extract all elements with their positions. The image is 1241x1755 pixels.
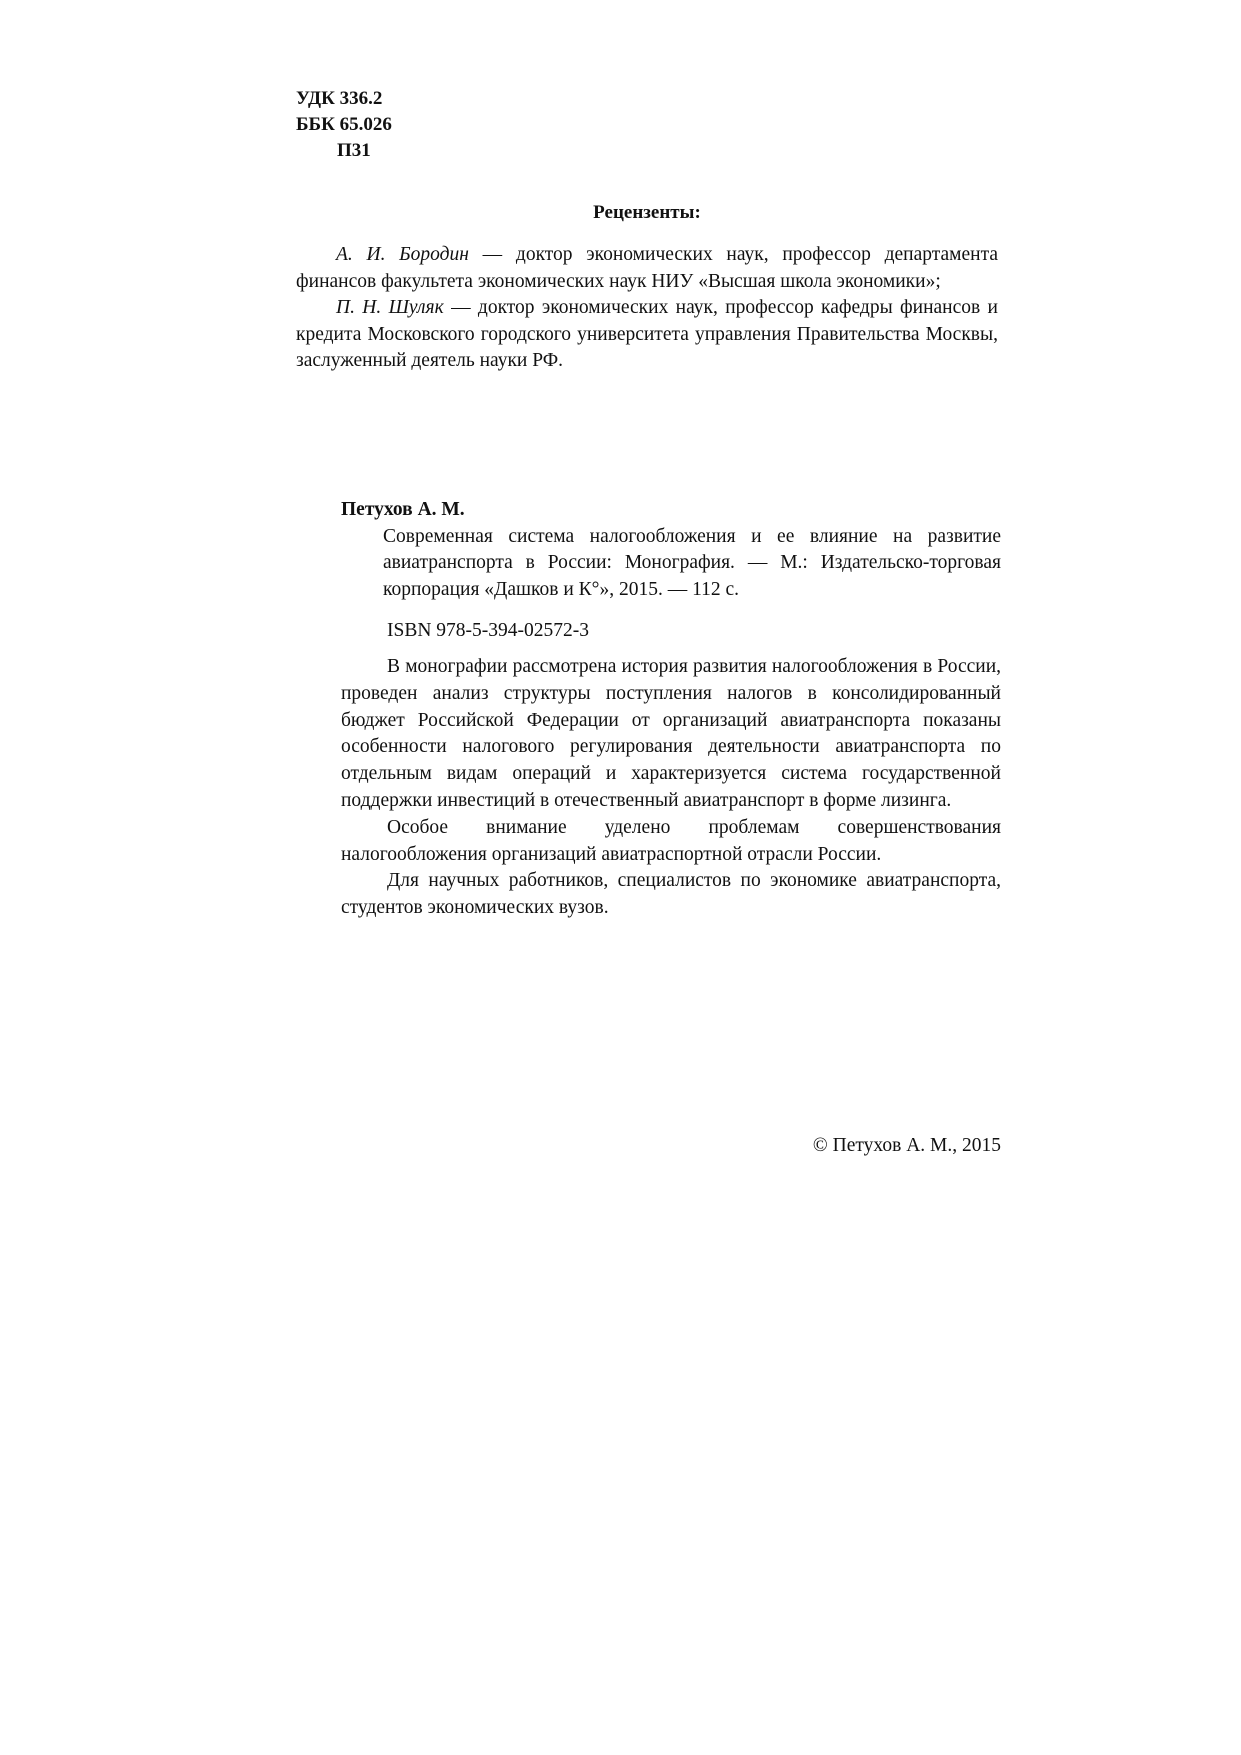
record-author: Петухов А. М.: [341, 499, 465, 520]
reviewer-entry: [296, 295, 998, 375]
reviewer-description: — доктор экономических наук, профессор департамента финансов факультета экономических наук НИУ «Высшая школа экономики»;: [296, 244, 999, 292]
abstract-paragraph: Для научных работников, специалистов по экономике авиатранспорта, студентов экономических вузов.: [341, 870, 1001, 919]
bibliographic-record: [341, 497, 1001, 603]
reviewer-name: П. Н. Шуляк: [336, 297, 444, 318]
reviewer-entry: [296, 242, 998, 295]
abstract-paragraph: В монографии рассмотрена история развития налогообложения в России, проведен анализ структуры поступления налогов в консолидированный бюджет Российской Федерации от организаций авиатранспорта показаны особенности налогового регулирования деятельности авиатранспорта по отдельным видам операций и характеризуется система государственной поддержки инвестиций в отечественный авиатранспорт в форме лизинга.: [341, 656, 1001, 811]
copyright-notice: © Петухов А. М., 2015: [812, 1135, 1001, 1156]
reviewers-heading: Рецензенты:: [593, 202, 701, 223]
abstract-paragraph: Особое внимание уделено проблемам совершенствования налогообложения организаций авиатраспортной отрасли России.: [341, 816, 1001, 865]
abstract: [341, 654, 1001, 922]
bbk-code: ББК 65.026: [296, 114, 392, 135]
classification-codes: [296, 86, 392, 164]
isbn: ISBN 978-5-394-02572-3: [387, 620, 590, 641]
reviewer-name: А. И. Бородин: [336, 244, 469, 265]
reviewer-description: — доктор экономических наук, профессор кафедры финансов и кредита Московского городского университета управления Правительства Москвы, заслуженный деятель науки РФ.: [296, 297, 998, 371]
author-mark: П31: [337, 140, 371, 161]
record-description: Современная система налогообложения и ее влияние на развитие авиатранспорта в России: Монография. — М.: Издательско-торговая корпорация «Дашков и К°», 2015. — 112 с.: [383, 525, 1001, 600]
udk-code: УДК 336.2: [296, 88, 383, 109]
reviewers-list: [296, 242, 998, 375]
